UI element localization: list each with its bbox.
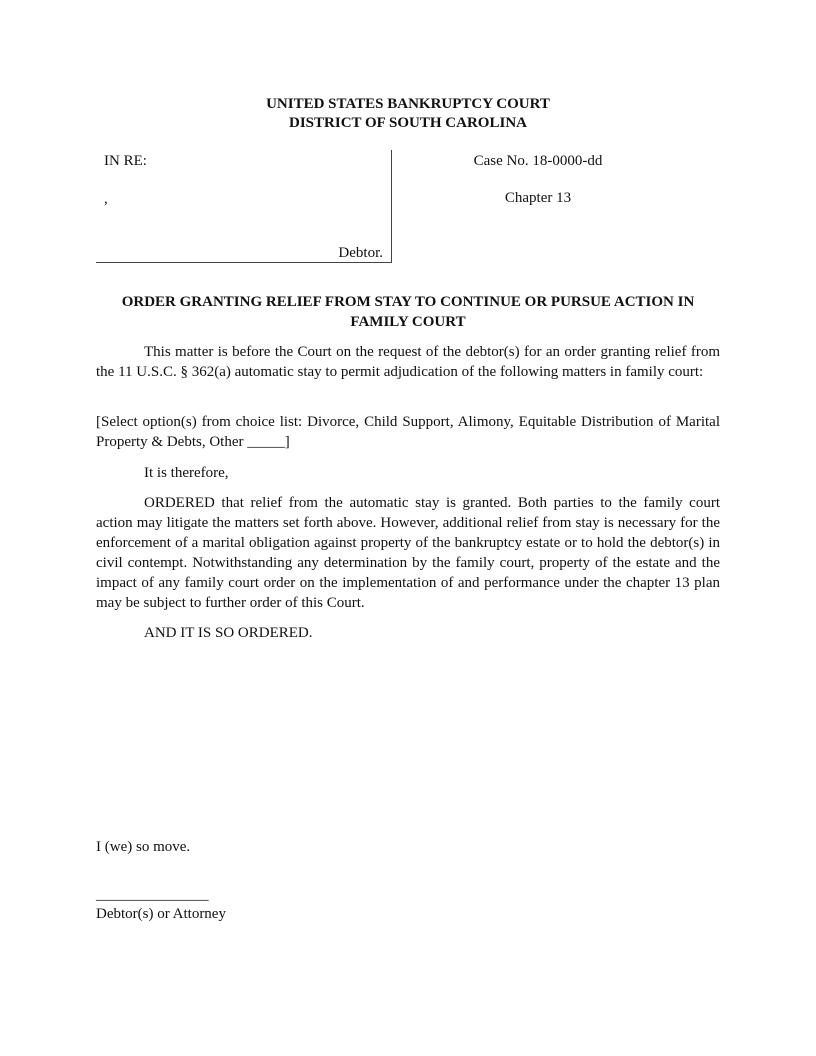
debtor-name: ,: [104, 191, 108, 207]
debtor-label: Debtor.: [338, 245, 383, 261]
move-statement: I (we) so move.: [96, 839, 191, 855]
paragraph-therefore: It is therefore,: [144, 465, 229, 481]
paragraph-options: [Select option(s) from choice list: Divorce, Child Support, Alimony, Equitable Distribution of Marital Property & Debts, Other _____]: [96, 414, 720, 450]
paragraph-so-ordered: AND IT IS SO ORDERED.: [144, 625, 313, 641]
order-title-line2: FAMILY COURT: [350, 314, 466, 330]
case-number: Case No. 18-0000-dd: [473, 153, 603, 169]
signature-line: _______________: [96, 887, 209, 903]
signature-label: Debtor(s) or Attorney: [96, 906, 226, 922]
order-title-line1: ORDER GRANTING RELIEF FROM STAY TO CONTINUE OR PURSUE ACTION IN: [121, 294, 695, 310]
paragraph-ordered: ORDERED that relief from the automatic stay is granted. Both parties to the family court action may litigate the matters set forth above. However, additional relief from stay is necessary for the enforcement of a marital obligation against property of the bankruptcy estate or to hold the debtor(s) in civil contempt. Notwithstanding any determination by the family court, property of the estate and the impact of any family court order on the implementation of and performance under the chapter 13 plan may be subject to further order of this Court.: [96, 495, 720, 611]
court-name: UNITED STATES BANKRUPTCY COURT: [266, 96, 550, 112]
court-header: [96, 95, 720, 133]
court-district: DISTRICT OF SOUTH CAROLINA: [289, 115, 527, 131]
order-title: [96, 292, 720, 332]
paragraph-request: This matter is before the Court on the request of the debtor(s) for an order granting relief from the 11 U.S.C. § 362(a) automatic stay to permit adjudication of the following matters in family court:: [96, 344, 720, 380]
in-re-label: IN RE:: [104, 153, 147, 169]
chapter-number: Chapter 13: [504, 190, 572, 206]
